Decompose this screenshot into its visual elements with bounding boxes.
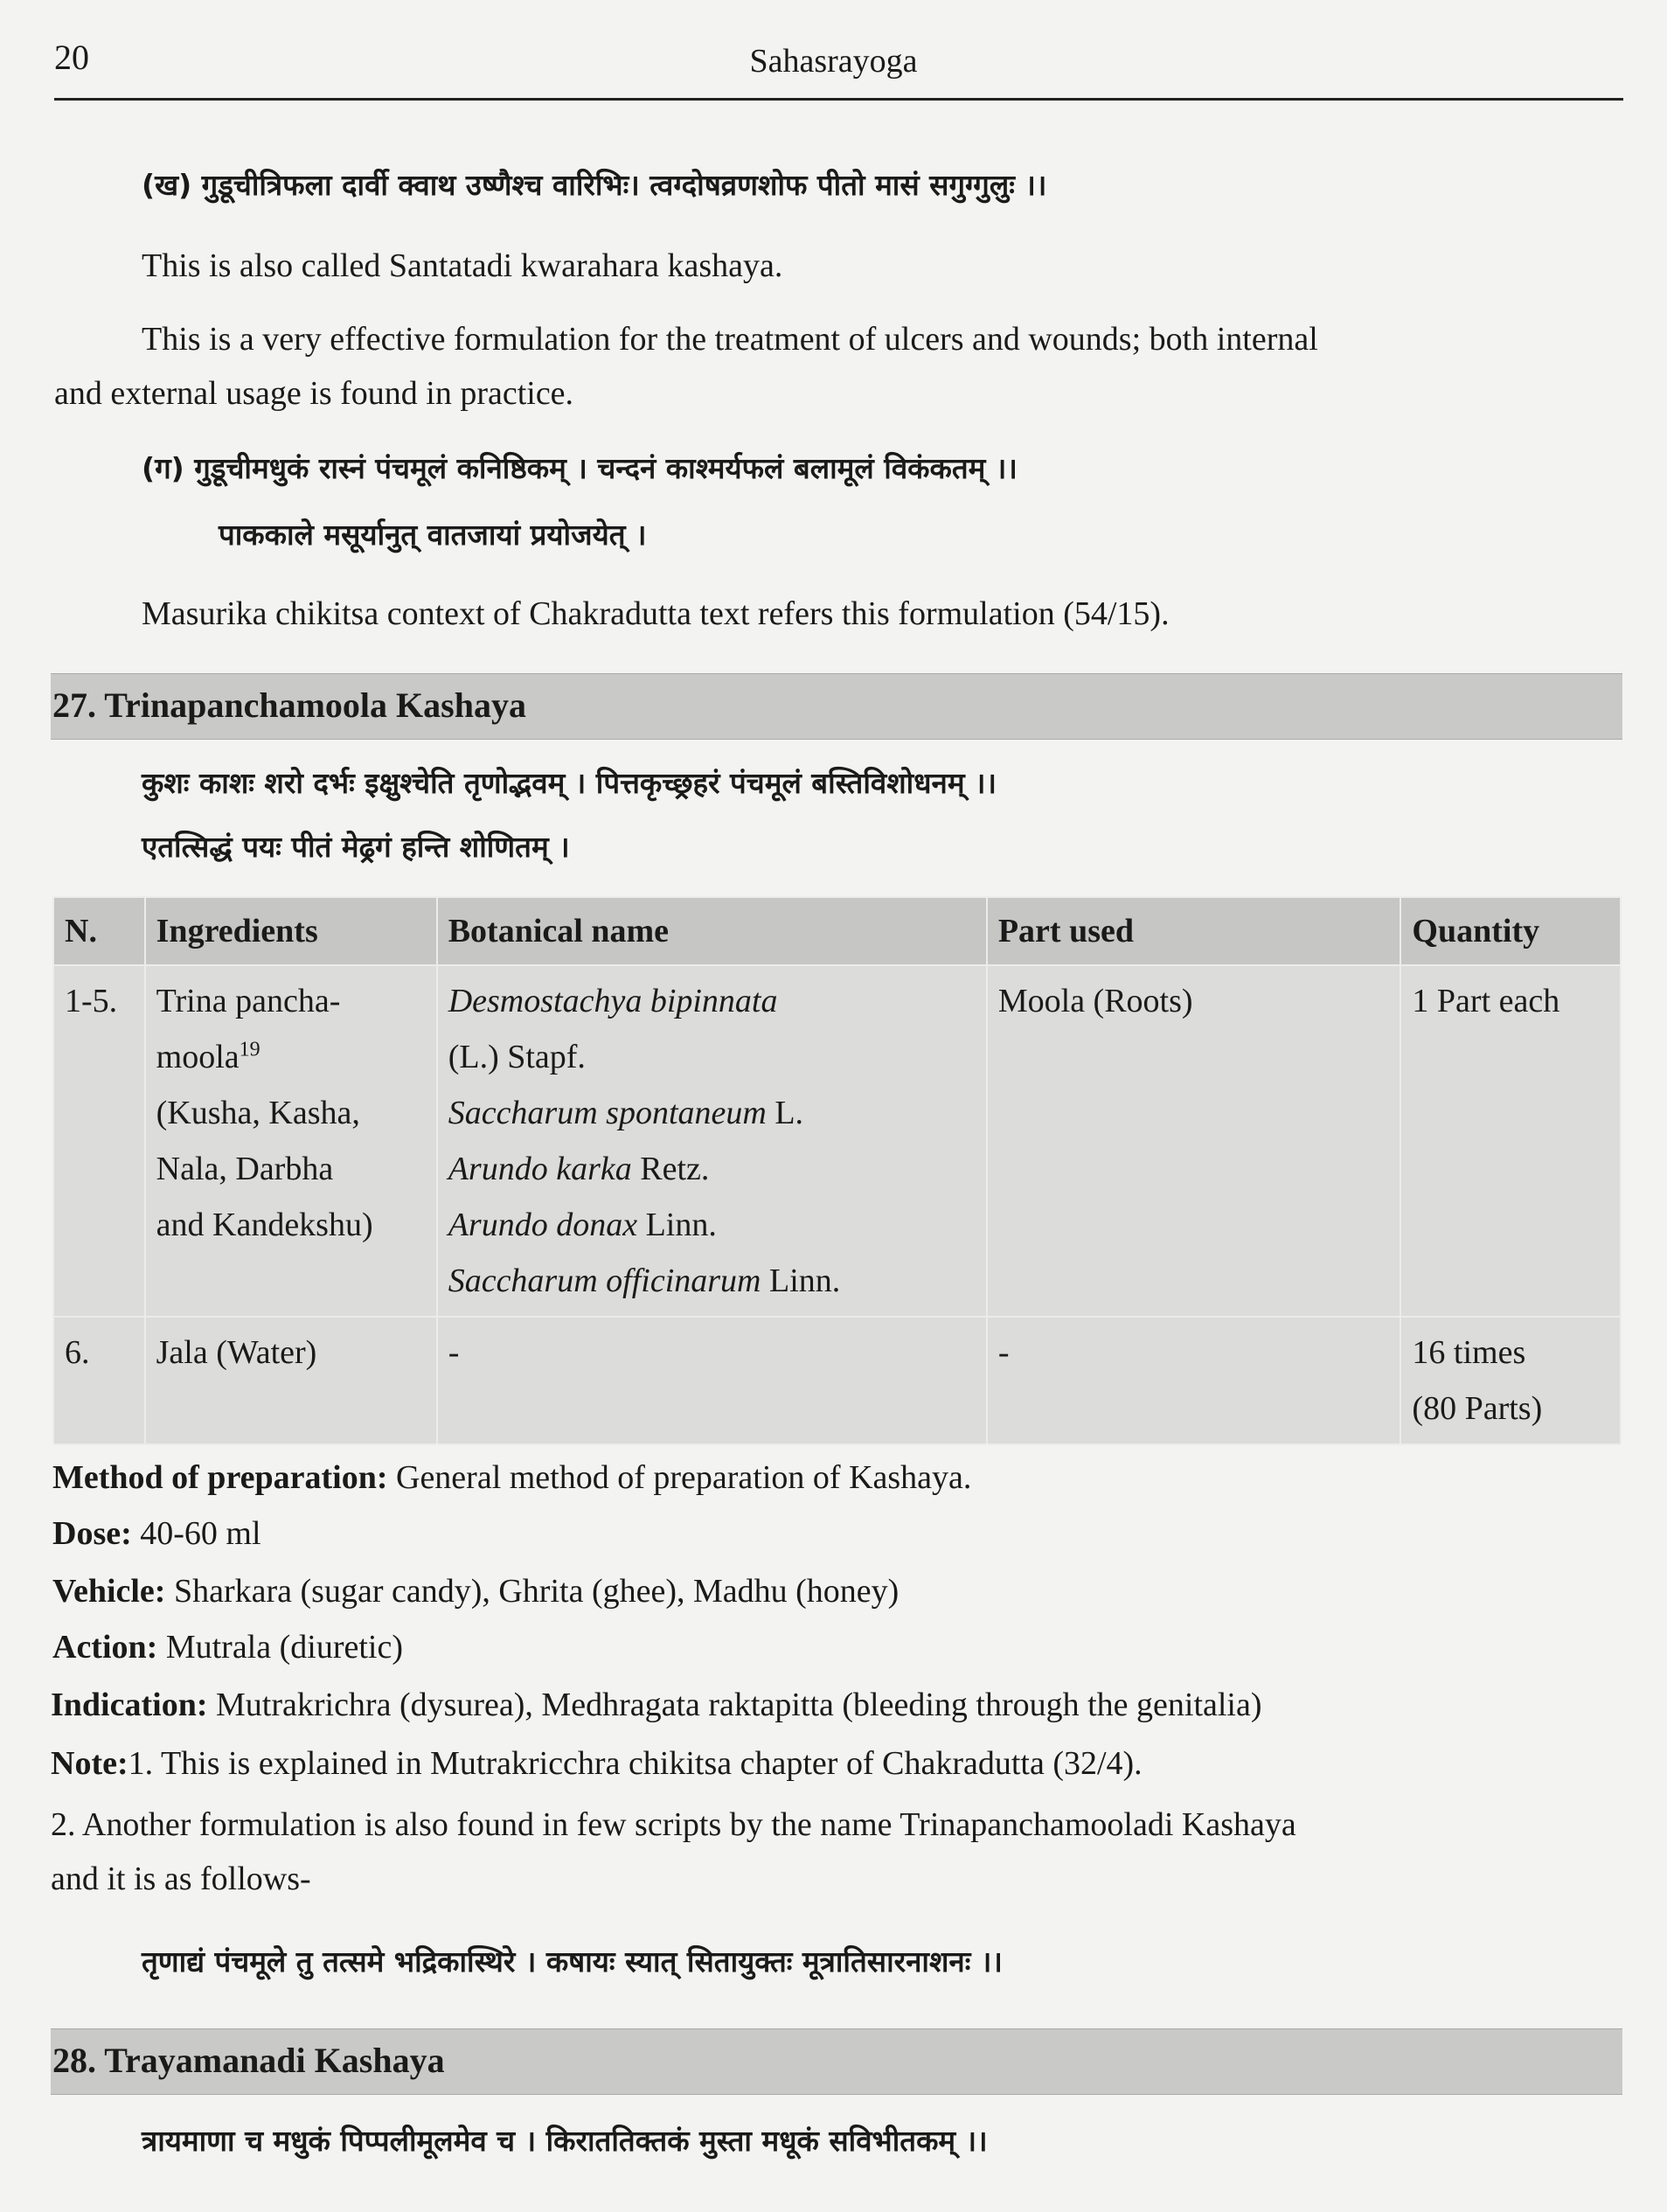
field-value: 40-60 ml [131,1515,261,1552]
botanical-species: Saccharum spontaneum [448,1095,767,1131]
table-header-row [53,897,1621,965]
field-label: Method of preparation: [52,1459,388,1496]
header-quantity: Quantity [1400,897,1621,965]
field-value: Mutrakrichra (dysurea), Medhragata raktapitta (bleeding through the genitalia) [207,1687,1262,1723]
section-title: 28. Trayamanadi Kashaya [52,2041,445,2080]
botanical-author: (L.) Stapf. [448,1039,586,1075]
footnote-marker: 19 [239,1038,260,1061]
field-value: General method of preparation of Kashaya. [387,1459,972,1496]
verse-28-line1: त्रायमाणा च मधुकं पिप्पलीमूलमेव च । किराततिक्तकं मुस्ता मधूकं सविभीतकम् ।। [142,2124,988,2158]
botanical-species: Arundo karka [448,1151,632,1187]
botanical-line [448,1029,977,1085]
field-label: Vehicle: [52,1573,166,1610]
paragraph-usage-line2: and external usage is found in practice. [54,375,574,412]
verse-27-line1: कुशः काशः शरो दर्भः इक्षुश्चेति तृणोद्भवम् । पित्तकृच्छ्रहरं पंचमूलं बस्तिविशोधनम् ।। [142,766,997,800]
ingredient-line: Nala, Darbha [156,1151,334,1187]
header-ingredients: Ingredients [145,897,437,965]
botanical-author: Retz. [631,1151,710,1187]
section-heading-27 [51,673,1622,740]
botanical-author: Linn. [761,1263,841,1299]
running-title: Sahasrayoga [749,43,918,80]
botanical-line [448,1085,977,1141]
ingredient-line: and Kandekshu) [156,1207,373,1243]
field-value: Sharkara (sugar candy), Ghrita (ghee), Madhu (honey) [165,1573,899,1610]
ingredients-table [52,896,1622,1445]
botanical-species: Desmostachya bipinnata [448,983,778,1019]
field-label: Indication: [51,1687,208,1723]
paragraph-usage-line1: This is a very effective formulation for the treatment of ulcers and wounds; both internal [142,321,1318,358]
row-botanical: - [437,1317,987,1444]
row-part-used: - [987,1317,1401,1444]
field-value: 1. This is explained in Mutrakricchra chikitsa chapter of Chakradutta (32/4). [128,1745,1143,1782]
ingredient-line: (Kusha, Kasha, [156,1095,360,1131]
verse-27-line2: एतत्सिद्धं पयः पीतं मेढ्रगं हन्ति शोणितम् । [142,830,570,864]
section-heading-28 [51,2028,1622,2095]
dose [52,1514,261,1553]
botanical-author: L. [766,1095,804,1131]
ingredient-line [156,1029,427,1085]
field-label: Action: [52,1629,158,1666]
note-2-line2: and it is as follows- [51,1861,311,1897]
row-part-used: Moola (Roots) [987,965,1401,1317]
table-row [53,965,1621,1317]
page-number: 20 [54,38,89,77]
field-label: Note: [51,1745,128,1782]
botanical-line [448,1253,977,1309]
header-botanical-name: Botanical name [437,897,987,965]
ingredient-line: Trina pancha- [156,983,341,1019]
ingredient-text: moola [156,1039,240,1075]
verse-ga-line2: पाककाले मसूर्यानुत् वातजायां प्रयोजयेत् । [219,518,647,552]
verse-note: तृणाद्यं पंचमूले तु तत्समे भद्रिकास्थिरे । कषायः स्यात् सितायुक्तः मूत्रातिसारनाशनः ।। [142,1944,1003,1979]
verse-ga-line1: (ग) गुडूचीमधुकं रास्नं पंचमूलं कनिष्ठिकम् । चन्दनं काश्मर्यफलं बलामूलं विकंकतम् ।। [142,451,1018,485]
row-ingredients [145,965,437,1317]
section-title: 27. Trinapanchamoola Kashaya [52,685,526,725]
quantity-line: (80 Parts) [1412,1390,1543,1427]
indication [51,1686,1262,1724]
botanical-species: Arundo donax [448,1207,638,1243]
note-2-line1: 2. Another formulation is also found in few scripts by the name Trinapanchamooladi Kashaya [51,1806,1296,1843]
botanical-author: Linn. [637,1207,717,1243]
paragraph-reference: Masurika chikitsa context of Chakradutta text refers this formulation (54/15). [142,595,1170,632]
row-number: 1-5. [53,965,145,1317]
botanical-line [448,1197,977,1253]
verse-kha: (ख) गुडूचीत्रिफला दार्वी क्वाथ उष्णैश्च वारिभिः। त्वग्दोषव्रणशोफ पीतो मासं सगुग्गुलुः ।। [142,168,1047,202]
action [52,1628,403,1666]
botanical-line [448,973,977,1029]
paragraph-alias: This is also called Santatadi kwarahara kashaya. [142,247,783,284]
header-part-used: Part used [987,897,1401,965]
method-of-preparation [52,1458,971,1497]
field-value: Mutrala (diuretic) [157,1629,403,1666]
quantity-line: 16 times [1412,1334,1526,1371]
vehicle [52,1572,899,1610]
row-quantity: 1 Part each [1400,965,1621,1317]
field-label: Dose: [52,1515,132,1552]
header-rule [54,98,1623,101]
row-botanical [437,965,987,1317]
note [51,1744,1143,1783]
row-ingredients: Jala (Water) [145,1317,437,1444]
header-number: N. [53,897,145,965]
botanical-line [448,1141,977,1197]
table-row [53,1317,1621,1444]
row-quantity [1400,1317,1621,1444]
row-number: 6. [53,1317,145,1444]
botanical-species: Saccharum officinarum [448,1263,761,1299]
